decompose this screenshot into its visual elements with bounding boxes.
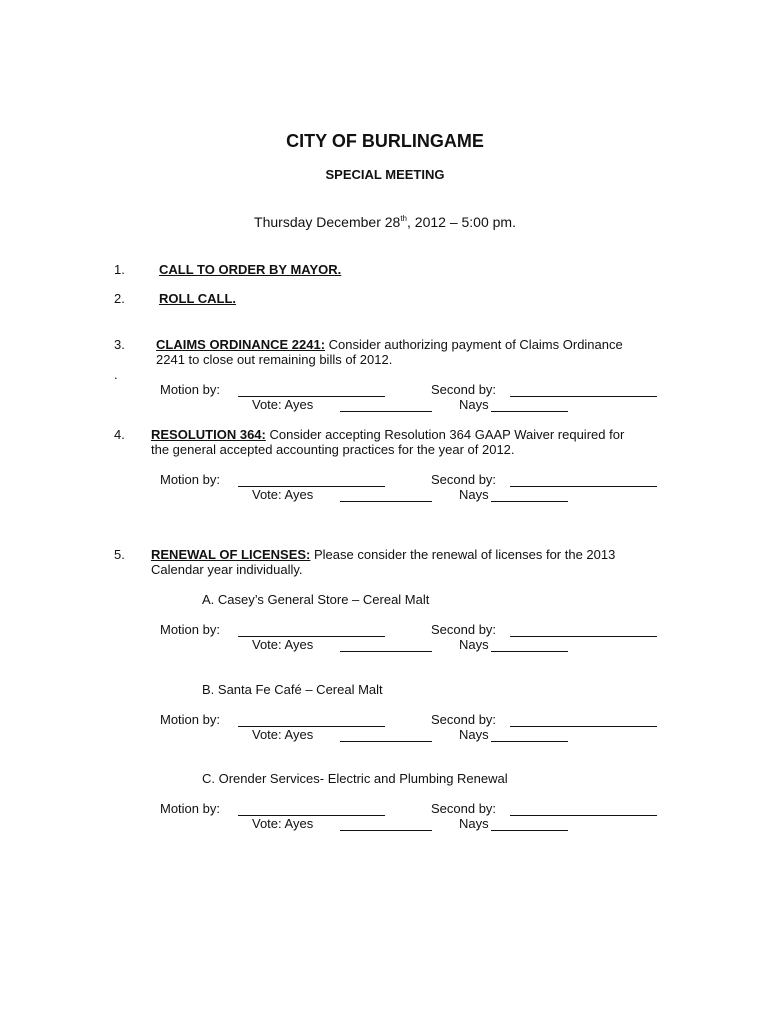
- meeting-date: [0, 213, 770, 231]
- item-3-nays-label: Nays: [459, 397, 489, 412]
- item-4-nays-label: Nays: [459, 487, 489, 502]
- item-3-second-label: Second by:: [431, 382, 497, 397]
- sub-b-second-label: Second by:: [431, 712, 497, 727]
- sub-b-vote-label: Vote: Ayes: [252, 727, 314, 742]
- item-4-line1: [151, 427, 624, 442]
- sub-c-nays-label: Nays: [459, 816, 489, 831]
- item-3-text1: Consider authorizing payment of Claims Ordinance: [325, 337, 623, 352]
- item-5-line2: Calendar year individually.: [151, 562, 303, 577]
- item-5-heading: RENEWAL OF LICENSES:: [151, 547, 311, 562]
- date-suffix: , 2012 – 5:00 pm.: [407, 214, 516, 230]
- item-2-heading: ROLL CALL.: [159, 291, 237, 306]
- item-3-line1: [156, 337, 623, 352]
- item-3-motion-label: Motion by:: [160, 382, 220, 397]
- sub-c-second-label: Second by:: [431, 801, 497, 816]
- sub-c-ayes-line[interactable]: [340, 830, 432, 831]
- sub-b-motion-label: Motion by:: [160, 712, 220, 727]
- item-3-second-line[interactable]: [510, 396, 657, 397]
- item-5-sub-b: B. Santa Fe Café – Cereal Malt: [202, 682, 383, 697]
- item-4-motion-label: Motion by:: [160, 472, 220, 487]
- item-4-second-label: Second by:: [431, 472, 497, 487]
- date-superscript: th: [400, 214, 407, 223]
- item-4-text1: Consider accepting Resolution 364 GAAP Waiver required for: [265, 427, 625, 442]
- date-prefix: Thursday December 28: [254, 214, 401, 230]
- item-4-vote-label: Vote: Ayes: [252, 487, 314, 502]
- item-1-number: 1.: [114, 262, 125, 277]
- sub-a-nays-label: Nays: [459, 637, 489, 652]
- item-2-number: 2.: [114, 291, 125, 306]
- item-4-line2: the general accepted accounting practices for the year of 2012.: [151, 442, 515, 457]
- sub-a-second-label: Second by:: [431, 622, 497, 637]
- sub-b-nays-line[interactable]: [491, 741, 568, 742]
- sub-c-nays-line[interactable]: [491, 830, 568, 831]
- item-3-line2: 2241 to close out remaining bills of 2012.: [156, 352, 393, 367]
- item-5-sub-c: C. Orender Services- Electric and Plumbing Renewal: [202, 771, 508, 786]
- item-3-heading: CLAIMS ORDINANCE 2241:: [156, 337, 326, 352]
- item-3-ayes-line[interactable]: [340, 411, 432, 412]
- sub-b-nays-label: Nays: [459, 727, 489, 742]
- page-title: CITY OF BURLINGAME: [286, 131, 484, 151]
- item-4-second-line[interactable]: [510, 486, 657, 487]
- item-5-sub-a: A. Casey’s General Store – Cereal Malt: [202, 592, 430, 607]
- item-3-vote-label: Vote: Ayes: [252, 397, 314, 412]
- item-5-line1: [151, 547, 615, 562]
- sub-c-second-line[interactable]: [510, 815, 657, 816]
- page-subtitle: SPECIAL MEETING: [325, 167, 445, 182]
- stray-dot: .: [114, 367, 118, 382]
- sub-b-second-line[interactable]: [510, 726, 657, 727]
- sub-c-motion-label: Motion by:: [160, 801, 220, 816]
- sub-a-ayes-line[interactable]: [340, 651, 432, 652]
- sub-a-second-line[interactable]: [510, 636, 657, 637]
- item-3-nays-line[interactable]: [491, 411, 568, 412]
- sub-c-vote-label: Vote: Ayes: [252, 816, 314, 831]
- sub-a-nays-line[interactable]: [491, 651, 568, 652]
- sub-a-vote-label: Vote: Ayes: [252, 637, 314, 652]
- item-5-text1: Please consider the renewal of licenses for the 2013: [310, 547, 616, 562]
- sub-b-ayes-line[interactable]: [340, 741, 432, 742]
- sub-a-motion-label: Motion by:: [160, 622, 220, 637]
- item-5-number: 5.: [114, 547, 125, 562]
- item-1-heading: CALL TO ORDER BY MAYOR.: [159, 262, 342, 277]
- item-3-number: 3.: [114, 337, 125, 352]
- item-4-number: 4.: [114, 427, 125, 442]
- item-4-heading: RESOLUTION 364:: [151, 427, 266, 442]
- item-4-nays-line[interactable]: [491, 501, 568, 502]
- item-4-ayes-line[interactable]: [340, 501, 432, 502]
